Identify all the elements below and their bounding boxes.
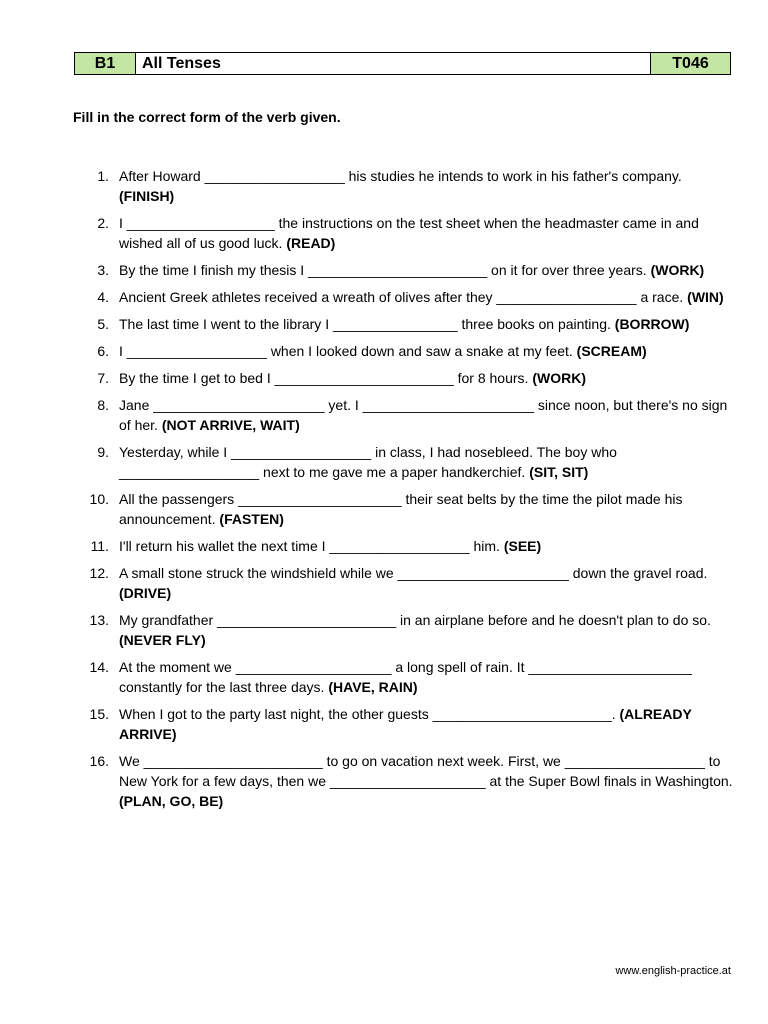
exercise-verb-hint: (BORROW) — [614, 316, 690, 332]
exercise-sentence: We _______________________ to go on vacation next week. First, we __________________ to New York for a few days, then we ____________________ at the Super Bowl finals in Washington. — [119, 753, 733, 789]
exercise-item — [73, 657, 733, 697]
footer-url: www.english-practice.at — [615, 965, 731, 977]
exercise-list — [73, 166, 733, 818]
exercise-verb-hint: (READ) — [286, 235, 336, 251]
exercise-number: 7. — [97, 370, 109, 386]
exercise-item — [73, 536, 733, 556]
exercise-number: 2. — [97, 215, 109, 231]
exercise-sentence: When I got to the party last night, the other guests _______________________. — [119, 706, 620, 722]
exercise-number: 14. — [89, 659, 109, 675]
exercise-sentence: I __________________ when I looked down and saw a snake at my feet. — [119, 343, 577, 359]
exercise-number: 10. — [89, 491, 109, 507]
exercise-number: 9. — [97, 444, 109, 460]
exercise-sentence: Yesterday, while I __________________ in class, I had nosebleed. The boy who __________________ next to me gave me a paper handkerchief. — [119, 444, 617, 480]
exercise-item — [73, 563, 733, 603]
exercise-number: 15. — [89, 706, 109, 722]
level-cell: B1 — [75, 53, 136, 74]
exercise-item — [73, 489, 733, 529]
exercise-verb-hint: (WORK) — [532, 370, 586, 386]
exercise-verb-hint: (ALREADY ARRIVE) — [119, 706, 692, 742]
exercise-number: 13. — [89, 612, 109, 628]
exercise-item — [73, 751, 733, 811]
exercise-item — [73, 213, 733, 253]
exercise-sentence: Jane ______________________ yet. I ______________________ since noon, but there's no sign of her. — [119, 397, 728, 433]
exercise-number: 11. — [90, 538, 109, 554]
exercise-number: 3. — [97, 262, 109, 278]
exercise-number: 12. — [89, 565, 109, 581]
exercise-verb-hint: (SEE) — [503, 538, 542, 554]
exercise-item — [73, 341, 733, 361]
worksheet-title: All Tenses — [136, 53, 651, 74]
exercise-verb-hint: (NOT ARRIVE, WAIT) — [161, 417, 300, 433]
exercise-number: 1. — [97, 168, 109, 184]
exercise-sentence: The last time I went to the library I ________________ three books on painting. — [119, 316, 615, 332]
exercise-item — [73, 368, 733, 388]
exercise-sentence: At the moment we ____________________ a long spell of rain. It _____________________ constantly for the last three days. — [119, 659, 692, 695]
worksheet-header — [74, 52, 731, 75]
exercise-verb-hint: (HAVE, RAIN) — [328, 679, 418, 695]
exercise-item — [73, 260, 733, 280]
exercise-item — [73, 395, 733, 435]
exercise-sentence: My grandfather _______________________ in an airplane before and he doesn't plan to do so. — [119, 612, 711, 628]
exercise-sentence: I'll return his wallet the next time I __________________ him. — [119, 538, 504, 554]
exercise-verb-hint: (WORK) — [650, 262, 705, 278]
exercise-number: 5. — [97, 316, 109, 332]
exercise-sentence: I ___________________ the instructions on the test sheet when the headmaster came in and wished all of us good luck. — [119, 215, 699, 251]
exercise-item — [73, 704, 733, 744]
exercise-sentence: By the time I finish my thesis I _______________________ on it for over three years. — [119, 262, 651, 278]
exercise-sentence: By the time I get to bed I _______________________ for 8 hours. — [119, 370, 533, 386]
exercise-verb-hint: (DRIVE) — [119, 585, 172, 601]
exercise-sentence: After Howard __________________ his studies he intends to work in his father's company. — [119, 168, 682, 184]
exercise-number: 6. — [97, 343, 109, 359]
exercise-sentence: Ancient Greek athletes received a wreath of olives after they __________________ a race. — [119, 289, 688, 305]
exercise-item — [73, 314, 733, 334]
exercise-verb-hint: (WIN) — [687, 289, 724, 305]
exercise-sentence: A small stone struck the windshield while we ______________________ down the gravel road. — [119, 565, 708, 581]
instructions: Fill in the correct form of the verb given. — [73, 109, 341, 125]
worksheet-code: T046 — [651, 53, 730, 74]
exercise-number: 4. — [97, 289, 109, 305]
exercise-number: 8. — [97, 397, 109, 413]
exercise-verb-hint: (SIT, SIT) — [529, 464, 589, 480]
exercise-verb-hint: (NEVER FLY) — [119, 632, 206, 648]
exercise-verb-hint: (SCREAM) — [576, 343, 647, 359]
exercise-verb-hint: (FINISH) — [119, 188, 175, 204]
exercise-item — [73, 442, 733, 482]
exercise-item — [73, 166, 733, 206]
exercise-item — [73, 610, 733, 650]
exercise-number: 16. — [89, 753, 109, 769]
exercise-sentence: All the passengers _____________________ their seat belts by the time the pilot made his announcement. — [119, 491, 683, 527]
exercise-item — [73, 287, 733, 307]
exercise-verb-hint: (FASTEN) — [219, 511, 284, 527]
exercise-verb-hint: (PLAN, GO, BE) — [119, 793, 224, 809]
